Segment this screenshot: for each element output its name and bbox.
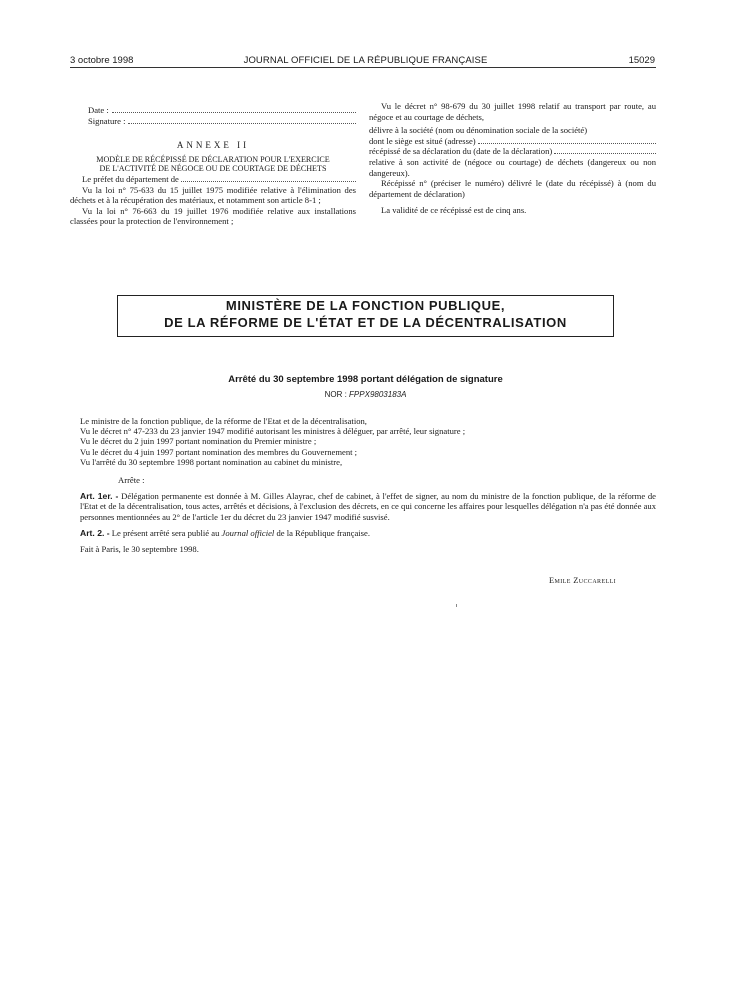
recepisse-delivre-le: délivré le (date du récépissé) bbox=[507, 178, 614, 189]
signature-line bbox=[88, 116, 356, 127]
nor-code: FPPX9803183A bbox=[349, 390, 407, 399]
vu-loi-1976: Vu la loi n° 76-663 du 19 juillet 1976 modifiée relative aux installations classées pour la protection de l'environnement ; bbox=[70, 205, 356, 227]
prefet-line bbox=[82, 174, 356, 185]
visa-line: Vu le décret du 2 juin 1997 portant nomination du Premier ministre ; bbox=[80, 436, 317, 447]
model-title-line-1: MODÈLE DE RÉCÉPISSÉ DE DÉCLARATION POUR L'EXERCICE bbox=[96, 154, 330, 164]
header-rule bbox=[70, 67, 656, 68]
relative-activite: relative à son activité de (négoce ou courtage) de déchets (dangereux ou non dangereux). bbox=[369, 156, 656, 178]
recepisse-declaration-line bbox=[369, 146, 656, 157]
arrete-title: Arrêté du 30 septembre 1998 portant délégation de signature bbox=[228, 374, 503, 385]
journal-officiel-italic: Journal officiel bbox=[221, 527, 275, 538]
article-1-text: Délégation permanente est donnée à M. Gilles Alayrac, chef de cabinet, à l'effet de signer, au nom du ministre de la fonction publique, de la réforme de l'Etat et de la décentralisation, tous actes, arrêtés et décisions, à l'exclusion des décrets, en ce qui concerne les affaires pour lesquelles délégation n'a pas été donnée aux personnes mentionnées au 2° de l'article 1er du décret du 23 janvier 1947 modifié susvisé. bbox=[80, 491, 656, 522]
dotted-fill bbox=[478, 137, 656, 144]
annex-title: ANNEXE II bbox=[176, 140, 250, 151]
ministry-heading bbox=[117, 298, 614, 331]
fait-a-paris: Fait à Paris, le 30 septembre 1998. bbox=[80, 544, 199, 555]
dotted-fill bbox=[554, 147, 656, 154]
nor-label: NOR : bbox=[324, 390, 347, 399]
arrete-keyword: Arrête : bbox=[118, 475, 145, 486]
print-speck bbox=[456, 604, 457, 607]
recepisse-numero bbox=[369, 178, 656, 199]
model-title-line-2: DE L'ACTIVITÉ DE NÉGOCE OU DE COURTAGE DE DÉCHETS bbox=[99, 164, 327, 174]
left-column bbox=[70, 105, 356, 227]
siege-line bbox=[369, 136, 656, 147]
recepisse-departement: à (nom du département de déclaration) bbox=[369, 178, 656, 199]
header-page-number: 15029 bbox=[628, 55, 655, 66]
vu-loi-1975: Vu la loi n° 75-633 du 15 juillet 1975 modifiée relative à l'élimination des déchets et à la récupération des matériaux, et notamment son article 8-1 ; bbox=[70, 184, 356, 206]
visa-line: Le ministre de la fonction publique, de la réforme de l'Etat et de la décentralisation, bbox=[80, 416, 367, 426]
dotted-fill bbox=[128, 117, 356, 124]
article-2-text-a: Le présent arrêté sera publié au bbox=[111, 527, 220, 538]
model-title bbox=[70, 155, 356, 174]
recepisse-declaration-label: récépissé de sa déclaration du (date de la déclaration) bbox=[369, 146, 553, 157]
right-column bbox=[369, 101, 656, 216]
article-2 bbox=[80, 528, 656, 538]
article-2-label: Art. 2. - bbox=[80, 527, 110, 538]
header-journal-title: JOURNAL OFFICIEL DE LA RÉPUBLIQUE FRANÇAISE bbox=[243, 55, 488, 66]
validite-text: La validité de ce récépissé est de cinq ans. bbox=[381, 205, 527, 216]
prefet-text: Le préfet du département de bbox=[82, 173, 179, 184]
visa-line: Vu le décret n° 47-233 du 23 janvier 1947 modifié autorisant les ministres à déléguer, par arrêté, leur signature ; bbox=[80, 426, 466, 437]
dotted-fill bbox=[112, 106, 356, 113]
article-1-label: Art. 1er. - bbox=[80, 491, 119, 502]
siege-label: dont le siège est situé (adresse) bbox=[369, 135, 476, 146]
article-1 bbox=[80, 491, 656, 522]
signatory-name: Emile Zuccarelli bbox=[549, 576, 617, 585]
recepisse-numero-label: Récépissé n° (préciser le numéro) bbox=[381, 178, 505, 189]
arrete-body bbox=[80, 416, 656, 554]
delivre-label: délivre à la société (nom ou dénomination sociale de la société) bbox=[369, 125, 588, 136]
signature-label: Signature : bbox=[88, 115, 126, 126]
article-2-text-b: de la République française. bbox=[276, 527, 370, 538]
nor-reference bbox=[0, 390, 731, 399]
ministry-line-2: DE LA RÉFORME DE L'ÉTAT ET DE LA DÉCENTRALISATION bbox=[164, 314, 567, 330]
dotted-fill bbox=[181, 175, 356, 182]
vu-decret-98-679: Vu le décret n° 98-679 du 30 juillet 1998 relatif au transport par route, au négoce et au courtage de déchets, bbox=[369, 101, 656, 122]
delivre-text bbox=[369, 125, 656, 136]
visa-line: Vu le décret du 4 juin 1997 portant nomination des membres du Gouvernement ; bbox=[80, 446, 358, 457]
date-label: Date : bbox=[88, 105, 109, 115]
visa-line: Vu l'arrêté du 30 septembre 1998 portant nomination au cabinet du ministre, bbox=[80, 456, 343, 467]
ministry-line-1: MINISTÈRE DE LA FONCTION PUBLIQUE, bbox=[225, 298, 506, 313]
header-date: 3 octobre 1998 bbox=[70, 55, 134, 66]
date-line bbox=[88, 105, 356, 116]
